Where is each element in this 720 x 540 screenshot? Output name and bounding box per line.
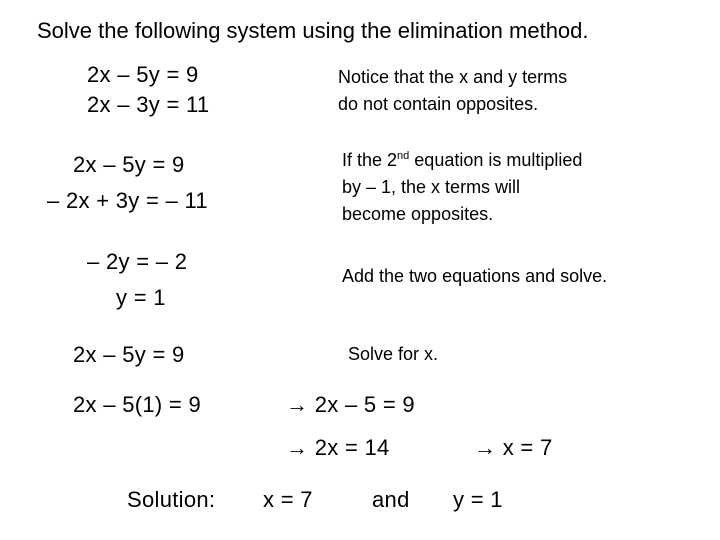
note-not-opposites: Notice that the x and y terms do not contain opposites.: [338, 67, 568, 114]
equation-2-negated: – 2x + 3y = – 11: [47, 188, 208, 213]
superscript-nd: nd: [397, 150, 410, 162]
substitute-equation: 2x – 5y = 9: [73, 342, 185, 367]
arrow-step-3: → x = 7: [474, 435, 553, 460]
solution-and: and: [372, 487, 410, 512]
y-result: y = 1: [116, 285, 166, 310]
solution-label: Solution:: [127, 487, 216, 512]
note-multiply: [342, 143, 582, 228]
note-solve-x: Solve for x.: [348, 344, 439, 364]
arrow-step-2: → 2x = 14: [286, 435, 390, 460]
equation-1-repeat: 2x – 5y = 9: [73, 152, 185, 177]
solution-x: x = 7: [263, 487, 313, 512]
substituted-equation: 2x – 5(1) = 9: [73, 392, 202, 417]
equation-2: 2x – 3y = 11: [87, 92, 210, 117]
note-add: Add the two equations and solve.: [342, 266, 608, 286]
arrow-step-1: → 2x – 5 = 9: [286, 392, 415, 417]
sum-equation: – 2y = – 2: [87, 249, 188, 274]
equation-1: 2x – 5y = 9: [87, 62, 199, 87]
solution-y: y = 1: [453, 487, 503, 512]
slide-title: Solve the following system using the elimination method.: [37, 18, 589, 43]
note-multiply-rest: equation is multiplied by – 1, the x terms will become opposites.: [342, 150, 583, 224]
note-multiply-start: If the 2: [342, 150, 398, 170]
